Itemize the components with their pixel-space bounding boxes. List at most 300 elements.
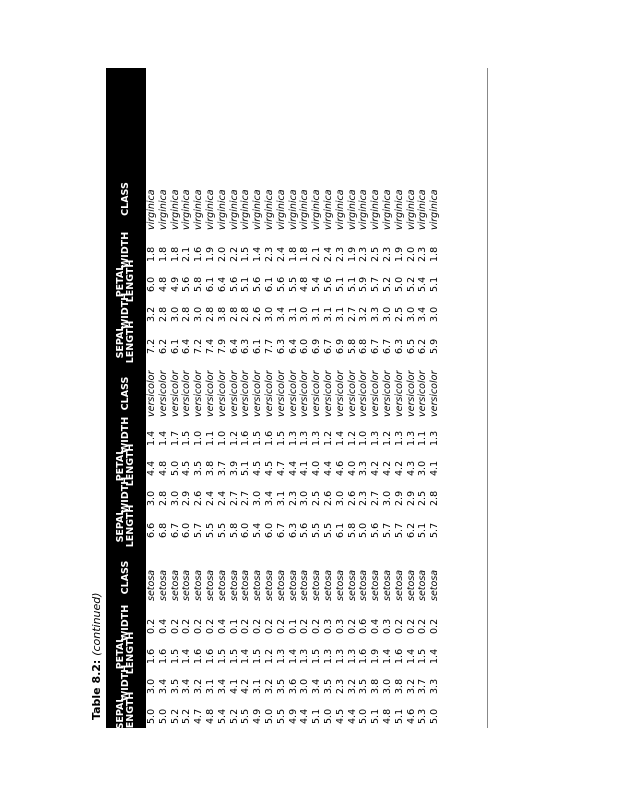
value-cell: 5.1 bbox=[429, 276, 441, 292]
value-cell: 3.6 bbox=[287, 678, 299, 694]
class-cell: virginica bbox=[275, 189, 287, 230]
value-cell: 1.8 bbox=[169, 246, 181, 262]
value-cell: 1.9 bbox=[393, 246, 405, 262]
value-cell: 1.5 bbox=[228, 648, 240, 664]
class-cell: versicolor bbox=[193, 370, 205, 417]
value-cell: 1.8 bbox=[157, 246, 169, 262]
value-cell: 3.2 bbox=[193, 678, 205, 694]
value-cell: 5.8 bbox=[346, 522, 358, 538]
value-cell: 0.2 bbox=[346, 618, 358, 634]
value-cell: 3.0 bbox=[193, 306, 205, 322]
class-cell: versicolor bbox=[181, 370, 193, 417]
value-cell: 3.8 bbox=[216, 306, 228, 322]
value-cell: 2.0 bbox=[405, 246, 417, 262]
class-cell: versicolor bbox=[370, 370, 382, 417]
table-row bbox=[193, 68, 205, 728]
value-cell: 5.6 bbox=[275, 276, 287, 292]
value-cell: 5.0 bbox=[322, 708, 334, 724]
value-cell: 0.2 bbox=[299, 618, 311, 634]
class-cell: setosa bbox=[263, 569, 275, 601]
value-cell: 2.3 bbox=[287, 490, 299, 506]
class-cell: setosa bbox=[240, 569, 252, 601]
column-header-bottom: LENGTH bbox=[125, 631, 136, 675]
value-cell: 0.1 bbox=[287, 618, 299, 634]
value-cell: 5.5 bbox=[311, 522, 323, 538]
class-cell: versicolor bbox=[263, 370, 275, 417]
value-cell: 3.5 bbox=[358, 678, 370, 694]
value-cell: 1.1 bbox=[417, 430, 429, 446]
table-bottom-rule bbox=[487, 68, 488, 728]
value-cell: 4.3 bbox=[405, 460, 417, 476]
value-cell: 4.2 bbox=[393, 460, 405, 476]
value-cell: 4.4 bbox=[346, 708, 358, 724]
value-cell: 3.0 bbox=[381, 306, 393, 322]
class-cell: virginica bbox=[146, 189, 157, 230]
value-cell: 4.7 bbox=[193, 708, 205, 724]
value-cell: 0.4 bbox=[370, 618, 382, 634]
value-cell: 3.0 bbox=[417, 460, 429, 476]
value-cell: 3.5 bbox=[275, 678, 287, 694]
value-cell: 4.9 bbox=[169, 276, 181, 292]
column-header bbox=[106, 631, 146, 675]
value-cell: 1.1 bbox=[204, 430, 216, 446]
value-cell: 1.4 bbox=[181, 648, 193, 664]
class-cell: versicolor bbox=[322, 370, 334, 417]
value-cell: 4.8 bbox=[381, 708, 393, 724]
value-cell: 5.1 bbox=[393, 708, 405, 724]
class-cell: versicolor bbox=[381, 370, 393, 417]
class-cell: virginica bbox=[417, 189, 429, 230]
value-cell: 6.7 bbox=[381, 338, 393, 354]
class-cell: versicolor bbox=[299, 370, 311, 417]
value-cell: 1.4 bbox=[252, 246, 264, 262]
value-cell: 1.3 bbox=[393, 430, 405, 446]
value-cell: 4.7 bbox=[275, 460, 287, 476]
value-cell: 6.1 bbox=[334, 522, 346, 538]
value-cell: 5.4 bbox=[417, 276, 429, 292]
column-header-top: SEPAL bbox=[115, 696, 126, 730]
value-cell: 6.7 bbox=[169, 522, 181, 538]
value-cell: 2.7 bbox=[228, 490, 240, 506]
value-cell: 1.6 bbox=[193, 246, 205, 262]
caption-label: Table 8.2: bbox=[90, 659, 103, 720]
class-cell: versicolor bbox=[393, 370, 405, 417]
value-cell: 0.2 bbox=[193, 618, 205, 634]
value-cell: 0.1 bbox=[228, 618, 240, 634]
column-header-top: PETAL bbox=[115, 636, 126, 670]
class-cell: virginica bbox=[358, 189, 370, 230]
value-cell: 6.1 bbox=[263, 276, 275, 292]
value-cell: 0.2 bbox=[181, 618, 193, 634]
table-row bbox=[146, 68, 158, 728]
column-header bbox=[106, 604, 146, 642]
value-cell: 1.5 bbox=[417, 648, 429, 664]
value-cell: 2.3 bbox=[263, 246, 275, 262]
class-cell: versicolor bbox=[169, 370, 181, 417]
value-cell: 7.7 bbox=[263, 338, 275, 354]
value-cell: 3.1 bbox=[204, 678, 216, 694]
value-cell: 5.6 bbox=[370, 522, 382, 538]
column-header-top: SEPAL bbox=[115, 509, 126, 543]
value-cell: 3.0 bbox=[252, 490, 264, 506]
class-cell: setosa bbox=[193, 569, 205, 601]
class-cell: setosa bbox=[299, 569, 311, 601]
value-cell: 3.0 bbox=[169, 490, 181, 506]
value-cell: 2.6 bbox=[322, 490, 334, 506]
value-cell: 5.7 bbox=[193, 522, 205, 538]
value-cell: 2.7 bbox=[346, 306, 358, 322]
column-header bbox=[106, 164, 146, 234]
value-cell: 0.2 bbox=[275, 618, 287, 634]
value-cell: 0.4 bbox=[157, 618, 169, 634]
value-cell: 5.0 bbox=[358, 522, 370, 538]
value-cell: 6.0 bbox=[146, 276, 157, 292]
value-cell: 5.7 bbox=[381, 522, 393, 538]
class-cell: virginica bbox=[381, 189, 393, 230]
column-header bbox=[106, 691, 146, 735]
column-header bbox=[106, 231, 146, 269]
value-cell: 1.6 bbox=[240, 430, 252, 446]
value-cell: 1.4 bbox=[240, 648, 252, 664]
value-cell: 1.8 bbox=[429, 246, 441, 262]
value-cell: 3.8 bbox=[393, 678, 405, 694]
value-cell: 3.7 bbox=[216, 460, 228, 476]
value-cell: 5.1 bbox=[240, 276, 252, 292]
table-row bbox=[288, 68, 300, 728]
value-cell: 1.2 bbox=[263, 648, 275, 664]
value-cell: 2.3 bbox=[358, 246, 370, 262]
table-row bbox=[181, 68, 193, 728]
value-cell: 3.0 bbox=[405, 306, 417, 322]
value-cell: 3.1 bbox=[275, 490, 287, 506]
class-cell: virginica bbox=[181, 189, 193, 230]
table-row bbox=[429, 68, 441, 728]
value-cell: 1.0 bbox=[216, 430, 228, 446]
class-cell: setosa bbox=[417, 569, 429, 601]
value-cell: 1.2 bbox=[322, 430, 334, 446]
value-cell: 6.1 bbox=[252, 338, 264, 354]
value-cell: 3.0 bbox=[146, 490, 157, 506]
class-cell: versicolor bbox=[216, 370, 228, 417]
column-header-top: CLASS bbox=[120, 182, 131, 216]
value-cell: 4.4 bbox=[299, 708, 311, 724]
column-header-top: CLASS bbox=[120, 376, 131, 411]
value-cell: 6.3 bbox=[275, 338, 287, 354]
value-cell: 1.4 bbox=[429, 648, 441, 664]
value-cell: 5.6 bbox=[181, 276, 193, 292]
class-cell: virginica bbox=[228, 189, 240, 230]
value-cell: 1.6 bbox=[358, 648, 370, 664]
value-cell: 0.2 bbox=[240, 618, 252, 634]
value-cell: 0.6 bbox=[358, 618, 370, 634]
value-cell: 0.3 bbox=[322, 618, 334, 634]
value-cell: 1.3 bbox=[287, 430, 299, 446]
table-row bbox=[264, 68, 276, 728]
value-cell: 1.4 bbox=[334, 430, 346, 446]
value-cell: 7.4 bbox=[204, 338, 216, 354]
value-cell: 1.3 bbox=[370, 430, 382, 446]
value-cell: 1.4 bbox=[146, 430, 157, 446]
table-row bbox=[205, 68, 217, 728]
value-cell: 1.9 bbox=[346, 246, 358, 262]
value-cell: 5.1 bbox=[334, 276, 346, 292]
iris-table bbox=[106, 68, 441, 735]
value-cell: 5.6 bbox=[228, 276, 240, 292]
column-header bbox=[106, 550, 146, 605]
class-cell: setosa bbox=[358, 569, 370, 601]
value-cell: 5.4 bbox=[216, 708, 228, 724]
value-cell: 2.9 bbox=[405, 490, 417, 506]
value-cell: 3.9 bbox=[228, 460, 240, 476]
class-cell: virginica bbox=[334, 189, 346, 230]
column-header-bottom: LENGTH bbox=[125, 320, 136, 364]
value-cell: 6.8 bbox=[358, 338, 370, 354]
value-cell: 1.5 bbox=[169, 648, 181, 664]
table-row bbox=[370, 68, 382, 728]
value-cell: 6.7 bbox=[370, 338, 382, 354]
class-cell: virginica bbox=[157, 189, 169, 230]
value-cell: 0.2 bbox=[204, 618, 216, 634]
value-cell: 0.3 bbox=[334, 618, 346, 634]
value-cell: 1.2 bbox=[346, 430, 358, 446]
class-cell: setosa bbox=[146, 569, 157, 601]
value-cell: 1.6 bbox=[204, 648, 216, 664]
class-cell: setosa bbox=[334, 569, 346, 601]
value-cell: 1.6 bbox=[393, 648, 405, 664]
class-cell: versicolor bbox=[429, 370, 441, 417]
value-cell: 5.7 bbox=[370, 276, 382, 292]
value-cell: 1.6 bbox=[263, 430, 275, 446]
column-header bbox=[106, 443, 146, 487]
column-header-bottom: WIDTH bbox=[120, 416, 131, 454]
value-cell: 2.4 bbox=[275, 246, 287, 262]
value-cell: 2.8 bbox=[228, 306, 240, 322]
value-cell: 4.9 bbox=[252, 708, 264, 724]
table-row bbox=[382, 68, 394, 728]
value-cell: 0.2 bbox=[252, 618, 264, 634]
value-cell: 4.0 bbox=[346, 460, 358, 476]
value-cell: 3.4 bbox=[181, 678, 193, 694]
value-cell: 2.3 bbox=[417, 246, 429, 262]
value-cell: 3.0 bbox=[263, 306, 275, 322]
value-cell: 5.4 bbox=[311, 276, 323, 292]
column-header-bottom: WIDTH bbox=[120, 604, 131, 642]
value-cell: 6.2 bbox=[417, 338, 429, 354]
value-cell: 5.1 bbox=[346, 276, 358, 292]
table-row bbox=[276, 68, 288, 728]
class-cell: virginica bbox=[287, 189, 299, 230]
value-cell: 4.9 bbox=[287, 708, 299, 724]
value-cell: 1.5 bbox=[252, 648, 264, 664]
value-cell: 1.8 bbox=[146, 246, 157, 262]
table-row bbox=[358, 68, 370, 728]
class-cell: versicolor bbox=[204, 370, 216, 417]
value-cell: 3.3 bbox=[429, 678, 441, 694]
value-cell: 1.3 bbox=[311, 430, 323, 446]
value-cell: 3.4 bbox=[263, 490, 275, 506]
value-cell: 5.6 bbox=[322, 276, 334, 292]
value-cell: 5.7 bbox=[429, 522, 441, 538]
value-cell: 5.1 bbox=[417, 522, 429, 538]
value-cell: 5.5 bbox=[204, 522, 216, 538]
class-cell: virginica bbox=[252, 189, 264, 230]
value-cell: 1.5 bbox=[275, 430, 287, 446]
value-cell: 1.5 bbox=[311, 648, 323, 664]
value-cell: 6.8 bbox=[157, 522, 169, 538]
value-cell: 6.4 bbox=[216, 276, 228, 292]
value-cell: 7.2 bbox=[146, 338, 157, 354]
value-cell: 4.0 bbox=[311, 460, 323, 476]
value-cell: 3.2 bbox=[146, 306, 157, 322]
column-header-top: PETAL bbox=[115, 264, 126, 298]
column-header-top: CLASS bbox=[120, 560, 131, 595]
column-header-bottom: WIDTH bbox=[120, 231, 131, 269]
value-cell: 2.5 bbox=[417, 490, 429, 506]
caption-continued: (continued) bbox=[90, 592, 103, 656]
value-cell: 5.9 bbox=[429, 338, 441, 354]
table-caption bbox=[90, 592, 103, 720]
value-cell: 1.5 bbox=[240, 246, 252, 262]
value-cell: 1.6 bbox=[146, 648, 157, 664]
value-cell: 3.8 bbox=[204, 460, 216, 476]
value-cell: 6.1 bbox=[169, 338, 181, 354]
table-row bbox=[394, 68, 406, 728]
value-cell: 0.2 bbox=[429, 618, 441, 634]
value-cell: 2.5 bbox=[311, 490, 323, 506]
column-header-bottom: LENGTH bbox=[125, 259, 136, 303]
value-cell: 6.2 bbox=[157, 338, 169, 354]
class-cell: setosa bbox=[370, 569, 382, 601]
value-cell: 6.2 bbox=[405, 522, 417, 538]
value-cell: 4.4 bbox=[322, 460, 334, 476]
value-cell: 2.3 bbox=[334, 678, 346, 694]
value-cell: 4.4 bbox=[287, 460, 299, 476]
value-cell: 2.3 bbox=[358, 490, 370, 506]
class-cell: virginica bbox=[393, 189, 405, 230]
value-cell: 3.5 bbox=[169, 678, 181, 694]
class-cell: setosa bbox=[216, 569, 228, 601]
value-cell: 2.8 bbox=[181, 306, 193, 322]
value-cell: 4.8 bbox=[157, 460, 169, 476]
value-cell: 6.1 bbox=[204, 276, 216, 292]
value-cell: 4.1 bbox=[299, 460, 311, 476]
value-cell: 0.2 bbox=[393, 618, 405, 634]
value-cell: 1.3 bbox=[346, 648, 358, 664]
value-cell: 3.4 bbox=[157, 678, 169, 694]
value-cell: 5.5 bbox=[322, 522, 334, 538]
value-cell: 4.1 bbox=[228, 678, 240, 694]
table-row bbox=[217, 68, 229, 728]
value-cell: 3.0 bbox=[381, 678, 393, 694]
value-cell: 5.7 bbox=[393, 522, 405, 538]
value-cell: 1.3 bbox=[429, 430, 441, 446]
class-cell: versicolor bbox=[252, 370, 264, 417]
value-cell: 7.2 bbox=[193, 338, 205, 354]
class-cell: setosa bbox=[287, 569, 299, 601]
table-row bbox=[335, 68, 347, 728]
class-cell: versicolor bbox=[228, 370, 240, 417]
class-cell: virginica bbox=[346, 189, 358, 230]
column-header bbox=[106, 320, 146, 364]
class-cell: setosa bbox=[346, 569, 358, 601]
class-cell: setosa bbox=[393, 569, 405, 601]
value-cell: 6.4 bbox=[228, 338, 240, 354]
value-cell: 4.6 bbox=[334, 460, 346, 476]
value-cell: 6.3 bbox=[240, 338, 252, 354]
value-cell: 0.3 bbox=[381, 618, 393, 634]
value-cell: 0.4 bbox=[216, 618, 228, 634]
value-cell: 3.0 bbox=[146, 678, 157, 694]
value-cell: 5.5 bbox=[275, 708, 287, 724]
value-cell: 5.6 bbox=[252, 276, 264, 292]
class-cell: versicolor bbox=[405, 370, 417, 417]
value-cell: 5.3 bbox=[417, 708, 429, 724]
value-cell: 2.4 bbox=[204, 490, 216, 506]
value-cell: 1.5 bbox=[181, 430, 193, 446]
column-header-top: SEPAL bbox=[115, 325, 126, 359]
value-cell: 1.3 bbox=[405, 430, 417, 446]
class-cell: versicolor bbox=[287, 370, 299, 417]
value-cell: 5.8 bbox=[346, 338, 358, 354]
class-cell: virginica bbox=[370, 189, 382, 230]
value-cell: 1.8 bbox=[299, 246, 311, 262]
value-cell: 1.7 bbox=[169, 430, 181, 446]
class-cell: virginica bbox=[429, 189, 441, 230]
value-cell: 5.6 bbox=[299, 522, 311, 538]
value-cell: 4.2 bbox=[240, 678, 252, 694]
value-cell: 6.7 bbox=[322, 338, 334, 354]
value-cell: 3.4 bbox=[311, 678, 323, 694]
class-cell: virginica bbox=[405, 189, 417, 230]
value-cell: 5.5 bbox=[216, 522, 228, 538]
table-row bbox=[406, 68, 418, 728]
value-cell: 3.4 bbox=[275, 306, 287, 322]
value-cell: 6.9 bbox=[311, 338, 323, 354]
value-cell: 4.5 bbox=[263, 460, 275, 476]
value-cell: 1.2 bbox=[228, 430, 240, 446]
class-cell: versicolor bbox=[311, 370, 323, 417]
value-cell: 1.3 bbox=[322, 648, 334, 664]
value-cell: 1.9 bbox=[370, 648, 382, 664]
class-cell: virginica bbox=[216, 189, 228, 230]
value-cell: 3.5 bbox=[322, 678, 334, 694]
class-cell: setosa bbox=[322, 569, 334, 601]
class-cell: versicolor bbox=[146, 370, 157, 417]
value-cell: 2.1 bbox=[181, 246, 193, 262]
value-cell: 4.8 bbox=[157, 276, 169, 292]
table-row bbox=[170, 68, 182, 728]
value-cell: 5.1 bbox=[311, 708, 323, 724]
value-cell: 4.5 bbox=[334, 708, 346, 724]
value-cell: 2.8 bbox=[240, 306, 252, 322]
value-cell: 3.0 bbox=[334, 490, 346, 506]
value-cell: 6.7 bbox=[275, 522, 287, 538]
value-cell: 6.0 bbox=[299, 338, 311, 354]
column-header-bottom: WIDTH bbox=[120, 292, 131, 330]
value-cell: 1.4 bbox=[381, 648, 393, 664]
value-cell: 3.1 bbox=[334, 306, 346, 322]
value-cell: 2.9 bbox=[393, 490, 405, 506]
value-cell: 1.3 bbox=[275, 648, 287, 664]
class-cell: setosa bbox=[204, 569, 216, 601]
table-row bbox=[252, 68, 264, 728]
value-cell: 0.2 bbox=[417, 618, 429, 634]
value-cell: 0.2 bbox=[146, 618, 157, 634]
class-cell: setosa bbox=[311, 569, 323, 601]
table-row bbox=[229, 68, 241, 728]
value-cell: 6.9 bbox=[334, 338, 346, 354]
table-row bbox=[347, 68, 359, 728]
